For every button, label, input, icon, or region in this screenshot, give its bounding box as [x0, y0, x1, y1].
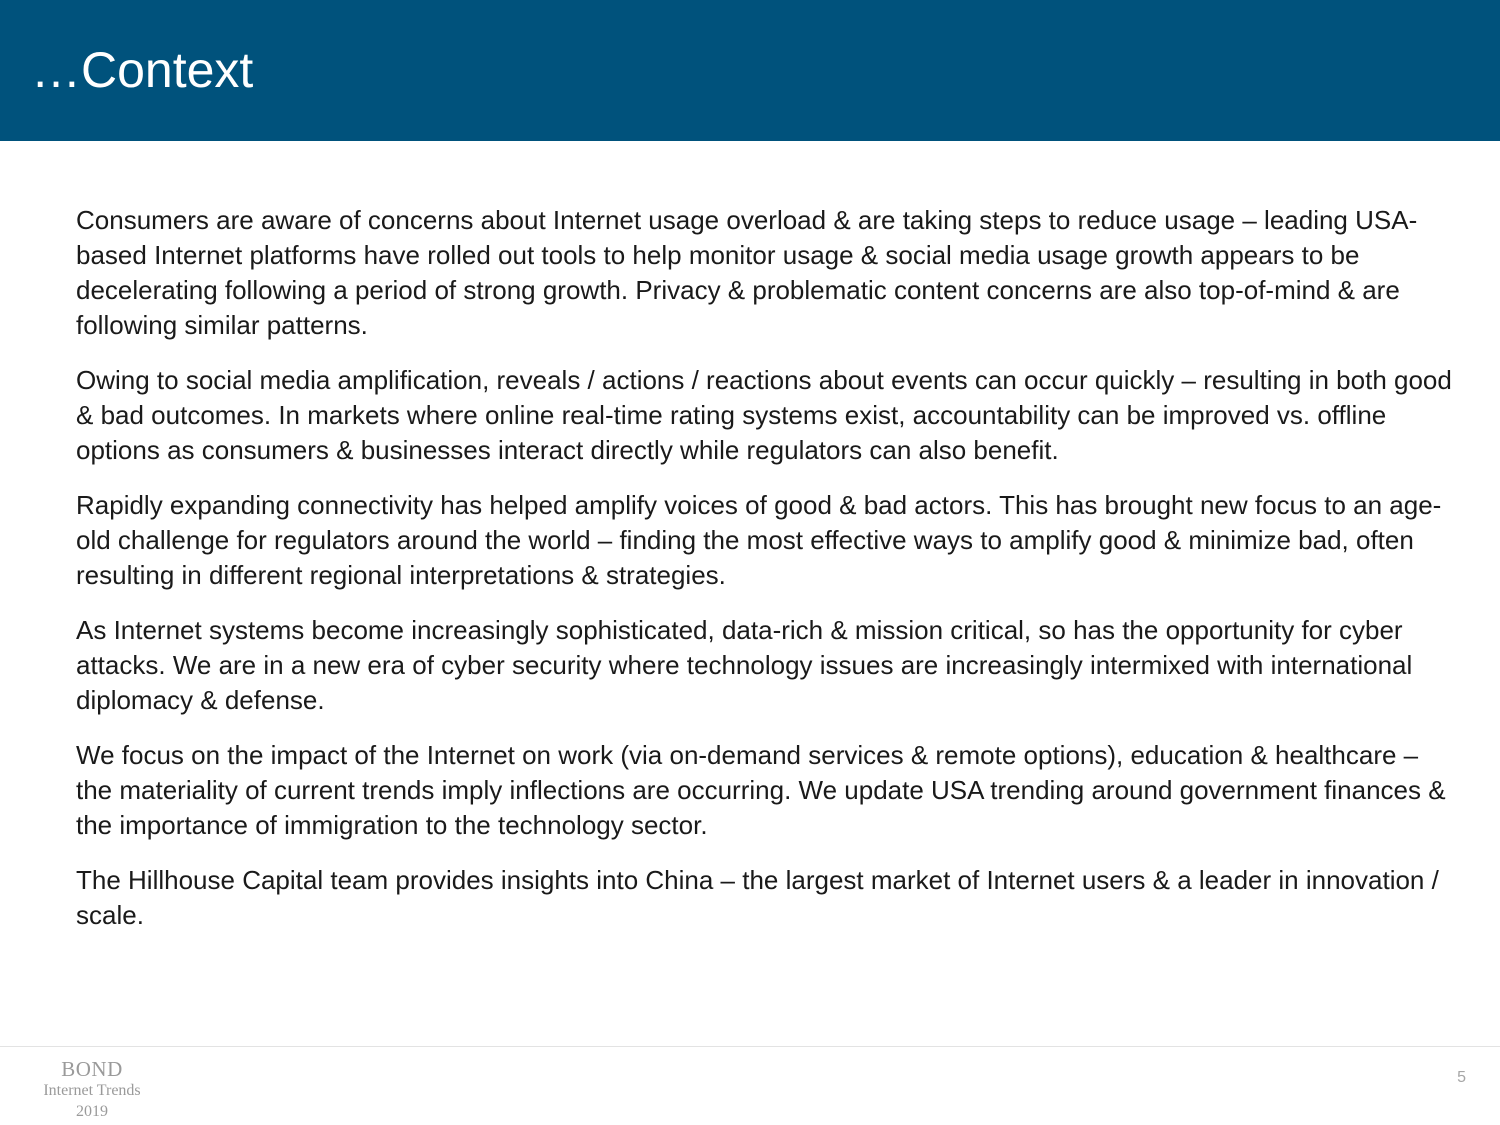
logo-year: 2019: [76, 1103, 108, 1120]
logo-brand: BOND: [61, 1057, 123, 1081]
paragraph-connectivity-regulation: Rapidly expanding connectivity has helped amplify voices of good & bad actors. This has brought new focus to an age-old challenge for regulators around the world – finding the most effective ways to amplify good & minimize bad, often resulting in different regional interpretations & strategies.: [76, 490, 1442, 590]
slide-title: …Context: [31, 42, 254, 98]
paragraph-work-education-healthcare: We focus on the impact of the Internet on work (via on-demand services & remote options), education & healthcare – the materiality of current trends imply inflections are occurring. We update USA trending around government finances & the importance of immigration to the technology sector.: [76, 740, 1446, 840]
logo-subtitle: Internet Trends: [43, 1082, 141, 1099]
paragraph-china-insights: The Hillhouse Capital team provides insights into China – the largest market of Internet users & a leader in innovation / scale.: [76, 865, 1439, 930]
body-text: [76, 203, 1456, 953]
bond-logo: [22, 1058, 162, 1122]
header-band: [0, 0, 1500, 141]
footer-divider: [0, 1046, 1500, 1047]
paragraph-usage-overload: Consumers are aware of concerns about Internet usage overload & are taking steps to reduce usage – leading USA-based Internet platforms have rolled out tools to help monitor usage & social media usage growth appears to be decelerating following a period of strong growth. Privacy & problematic content concerns are also top-of-mind & are following similar patterns.: [76, 205, 1418, 340]
paragraph-social-amplification: Owing to social media amplification, reveals / actions / reactions about events can occur quickly – resulting in both good & bad outcomes. In markets where online real-time rating systems exist, accountability can be improved vs. offline options as consumers & businesses interact directly while regulators can also benefit.: [76, 365, 1452, 465]
page-number: 5: [1457, 1069, 1466, 1086]
paragraph-cyber-security: As Internet systems become increasingly sophisticated, data-rich & mission critical, so has the opportunity for cyber attacks. We are in a new era of cyber security where technology issues are increasingly intermixed with international diplomacy & defense.: [76, 615, 1413, 715]
